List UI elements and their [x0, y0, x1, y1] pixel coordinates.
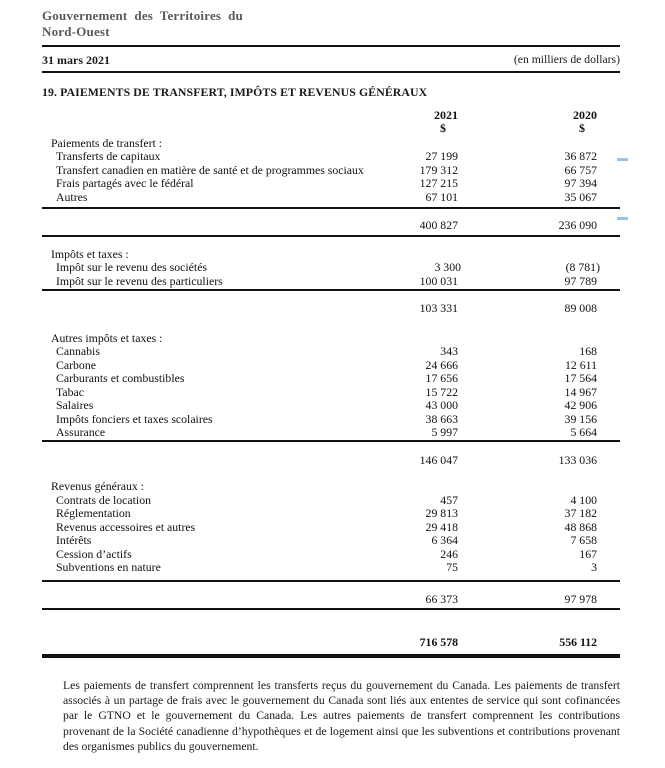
value-2021-cell: 75 [446, 560, 458, 574]
note-title: 19. PAIEMENTS DE TRANSFERT, IMPÔTS ET REVENUS GÉNÉRAUX [42, 85, 428, 99]
value-2020-cell: 66 757 [564, 162, 597, 177]
table-row [42, 372, 620, 386]
value-2021-cell: 179 312 [419, 162, 458, 177]
section-heading: Revenus généraux : [51, 479, 145, 493]
table-row [42, 177, 620, 191]
subtotal-spacer [42, 302, 368, 316]
row-label: Transferts de capitaux [56, 149, 161, 163]
units-note: (en milliers de dollars) [513, 53, 620, 66]
value-2021-cell: 43 000 [425, 398, 458, 412]
table-row [42, 399, 620, 413]
table-row [42, 191, 620, 205]
table-row [42, 494, 620, 508]
row-label: Carbone [56, 357, 96, 372]
value-2020-cell: 39 156 [564, 411, 597, 426]
subtotal-2020-cell: 236 090 [558, 218, 597, 232]
row-label: Impôts fonciers et taxes scolaires [56, 411, 213, 426]
value-2020-cell-negative: (8 781) [565, 260, 600, 274]
value-2020-cell: 12 611 [564, 357, 597, 372]
row-label: Impôt sur le revenu des particuliers [56, 273, 223, 288]
table-row [42, 275, 620, 289]
section-heading: Autres impôts et taxes : [51, 330, 163, 345]
row-label: Cession d’actifs [56, 546, 132, 561]
currency-2020-label: $ [579, 120, 585, 135]
table-row [42, 521, 620, 535]
row-label: Autres [56, 189, 88, 204]
column-headers [42, 109, 620, 134]
row-label: Salaires [56, 398, 94, 412]
value-2020-cell: 42 906 [564, 398, 597, 412]
value-2020-cell: 97 394 [564, 176, 597, 190]
row-label: Impôt sur le revenu des sociétés [56, 260, 208, 274]
subtotal-row [42, 207, 620, 237]
table-row [42, 534, 620, 548]
section-revenus-generaux [42, 480, 620, 610]
value-2020-cell: 5 664 [570, 425, 597, 439]
table-row [42, 561, 620, 575]
value-2020-cell: 4 100 [570, 492, 597, 507]
subtotal-2021-cell: 66 373 [425, 591, 458, 606]
value-2020-cell: 168 [579, 344, 597, 358]
column-header-spacer [42, 109, 368, 134]
value-2020-cell: 35 067 [564, 189, 597, 204]
value-2020-cell: 167 [579, 546, 597, 561]
subtotal-spacer [42, 454, 368, 468]
value-2021-cell: 24 666 [425, 357, 458, 372]
row-label: Intérêts [56, 533, 92, 547]
value-2021-cell: 29 813 [425, 506, 458, 520]
table-row [42, 548, 620, 562]
value-2020-cell: 37 182 [564, 506, 597, 520]
row-label: Contrats de location [56, 492, 152, 507]
value-2020-cell: 97 789 [564, 273, 597, 288]
value-2021-cell: 6 364 [431, 533, 458, 547]
value-2021-cell: 38 663 [425, 411, 458, 426]
row-label: Carburants et combustibles [56, 371, 185, 385]
value-2021-cell: 27 199 [425, 149, 458, 163]
value-2021-cell: 15 722 [425, 384, 458, 399]
row-label: Réglementation [56, 506, 131, 520]
value-2021-cell: 3 300 [434, 260, 461, 274]
value-2021-cell: 343 [440, 344, 458, 358]
value-2020-cell: 48 868 [564, 519, 597, 534]
review-tick-mark-1 [617, 158, 628, 161]
org-name-line2: Nord-Ouest [42, 24, 110, 39]
table-row [42, 261, 620, 275]
value-2020-cell: 3 [591, 560, 597, 574]
row-label: Revenus accessoires et autres [56, 519, 196, 534]
section-heading: Paiements de transfert : [51, 135, 163, 150]
financial-table [42, 109, 620, 658]
subtotal-2020-cell: 89 008 [564, 301, 597, 315]
value-2020-cell: 36 872 [564, 149, 597, 163]
row-label: Cannabis [56, 344, 100, 358]
table-row [42, 507, 620, 521]
currency-2021-label: $ [440, 120, 446, 135]
value-2021-cell: 100 031 [419, 273, 458, 288]
section-autres-impots-et-taxes [42, 332, 620, 470]
row-label: Assurance [56, 425, 106, 439]
table-row [42, 386, 620, 400]
table-row [42, 359, 620, 373]
subtotal-spacer [42, 593, 368, 607]
subtotal-row [42, 440, 620, 470]
value-2021-cell: 457 [440, 492, 458, 507]
subtotal-row [42, 289, 620, 318]
column-header-2021 [368, 109, 458, 134]
value-2021-cell: 67 101 [425, 189, 458, 204]
value-2021-cell: 127 215 [419, 176, 458, 190]
subtotal-spacer [42, 219, 368, 233]
row-label: Frais partagés avec le fédéral [56, 176, 194, 190]
note-paragraph: Les paiements de transfert comprennent les transferts reçus du gouvernement du Canada. Les paiements de transfert associés à un partage de frais avec le gouvernement du Canada sont liés aux ententes de service qui sont cofinancées par le GTNO et le gouvernement du Canada. Les autres paiements de transfert comprennent les contributions provenant de la Société canadienne d’hypothèques et de logement ainsi que les subventions et contributions provenant des organismes publics du gouvernement. [63, 678, 620, 754]
grand-total-row [42, 636, 620, 658]
report-date: 31 mars 2021 [42, 53, 110, 67]
review-tick-mark-2 [617, 217, 628, 220]
subtotal-row [42, 580, 620, 611]
value-2021-cell: 29 418 [425, 519, 458, 534]
org-logo [42, 8, 620, 40]
value-2020-cell: 14 967 [564, 384, 597, 399]
table-row [42, 150, 620, 164]
value-2020-cell: 17 564 [564, 371, 597, 385]
section-heading: Impôts et taxes : [51, 246, 129, 261]
subtotal-2020-cell: 133 036 [558, 452, 597, 467]
value-2021-cell: 5 997 [431, 425, 458, 439]
total-2021-cell: 716 578 [419, 635, 458, 649]
subtotal-2021-cell: 400 827 [419, 218, 458, 232]
column-header-2020 [458, 109, 597, 134]
year-2020-label: 2020 [573, 107, 597, 122]
value-2021-cell: 246 [440, 546, 458, 561]
table-row [42, 345, 620, 359]
table-row [42, 426, 620, 440]
total-2020-cell: 556 112 [559, 635, 597, 649]
section-impots-et-taxes [42, 248, 620, 318]
row-label: Tabac [56, 384, 84, 399]
row-label: Subventions en nature [56, 560, 161, 574]
value-2020-cell: 7 658 [570, 533, 597, 547]
value-2021-cell: 17 656 [425, 371, 458, 385]
table-row [42, 164, 620, 178]
org-name-line1: Gouvernement des Territoires du [42, 8, 243, 23]
report-date-band [42, 45, 620, 73]
section-paiements-de-transfert [42, 137, 620, 237]
subtotal-2020-cell: 97 978 [564, 591, 597, 606]
row-label: Transfert canadien en matière de santé et de programmes sociaux [56, 162, 364, 177]
subtotal-2021-cell: 146 047 [419, 452, 458, 467]
subtotal-2021-cell: 103 331 [419, 301, 458, 315]
year-2021-label: 2021 [434, 107, 458, 122]
table-row [42, 413, 620, 427]
total-spacer [42, 636, 368, 650]
